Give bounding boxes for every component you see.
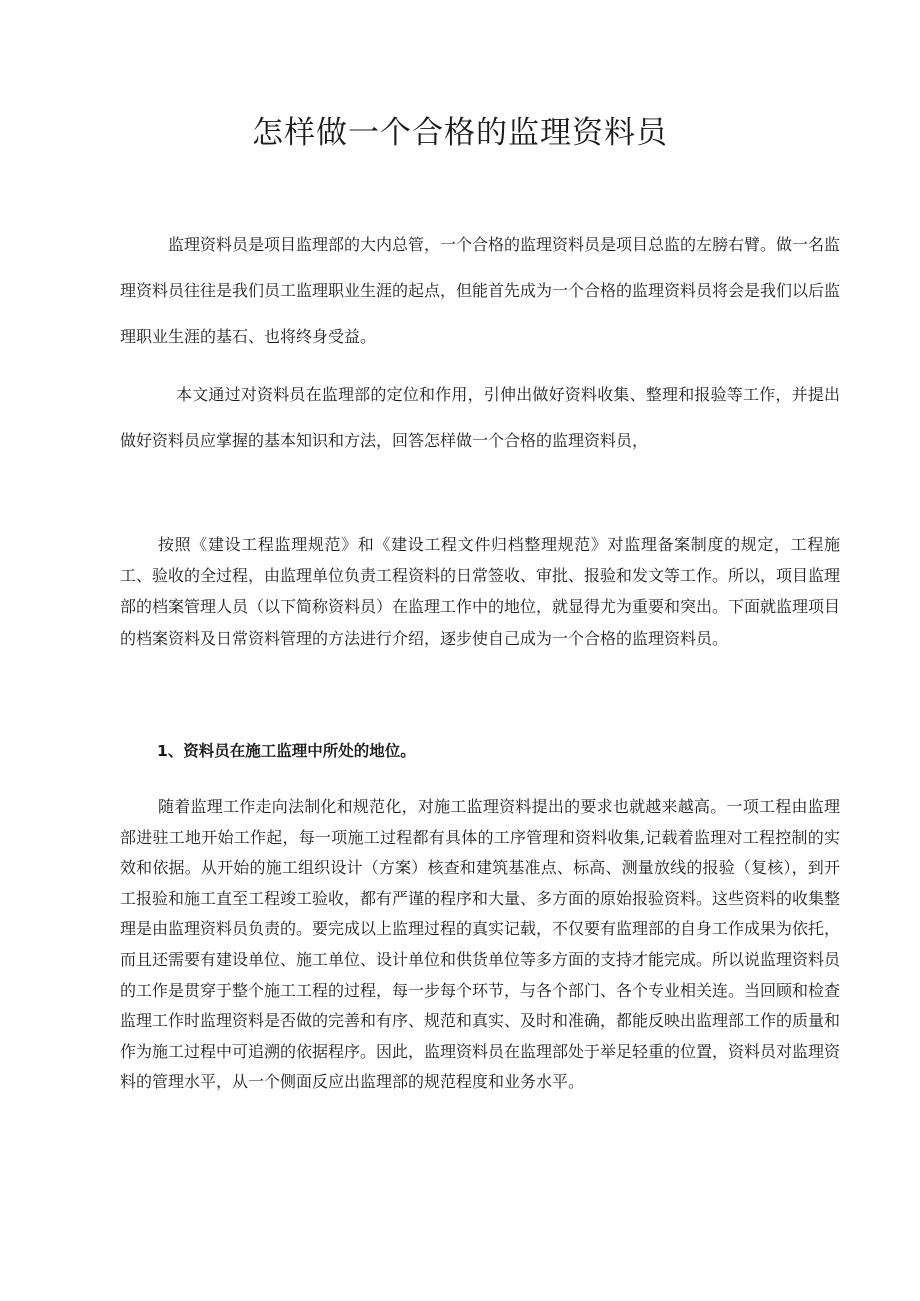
purpose-paragraph: 本文通过对资料员在监理部的定位和作用，引伸出做好资料收集、整理和报验等工作，并提出做好资料员应掌握的基本知识和方法，回答怎样做一个合格的监理资料员， bbox=[120, 385, 840, 450]
section-1-body: 随着监理工作走向法制化和规范化，对施工监理资料提出的要求也就越来越高。一项工程由监理部进驻工地开始工作起，每一项施工过程都有具体的工序管理和资料收集,记载着监理对工程控制的实效和依据。从开始的施工组织设计（方案）核查和建筑基准点、标高、测量放线的报验（复核），到开工报验和施工直至工程竣工验收，都有严谨的程序和大量、多方面的原始报验资料。这些资料的收集整理是由监理资料员负责的。要完成以上监理过程的真实记载，不仅要有监理部的自身工作成果为依托，而且还需要有建设单位、施工单位、设计单位和供货单位等多方面的支持才能完成。所以说监理资料员的工作是贯穿于整个施工工程的过程，每一步每个环节，与各个部门、各个专业相关连。当回顾和检查监理工作时监理资料是否做的完善和有序、规范和真实、及时和准确，都能反映出监理部工作的质量和作为施工过程中可追溯的依据程序。因此，监理资料员在监理部处于举足轻重的位置，资料员对监理资料的管理水平，从一个侧面反应出监理部的规范程度和业务水平。 bbox=[120, 797, 841, 1092]
section-1-heading: 1、资料员在施工监理中所处的地位。 bbox=[157, 742, 416, 760]
background-paragraph: 按照《建设工程监理规范》和《建设工程文件归档整理规范》对监理备案制度的规定，工程施工、验收的全过程，由监理单位负责工程资料的日常签收、审批、报验和发文等工作。所以，项目监理部的档案管理人员（以下简称资料员）在监理工作中的地位，就显得尤为重要和突出。下面就监理项目的档案资料及日常资料管理的方法进行介绍，逐步使自己成为一个合格的监理资料员。 bbox=[120, 535, 841, 648]
document-title: 怎样做一个合格的监理资料员 bbox=[252, 115, 668, 151]
intro-paragraph: 监理资料员是项目监理部的大内总管，一个合格的监理资料员是项目总监的左膀右臂。做一名监理资料员往往是我们员工监理职业生涯的起点，但能首先成为一个合格的监理资料员将会是我们以后监理职业生涯的基石、也将终身受益。 bbox=[120, 235, 841, 346]
